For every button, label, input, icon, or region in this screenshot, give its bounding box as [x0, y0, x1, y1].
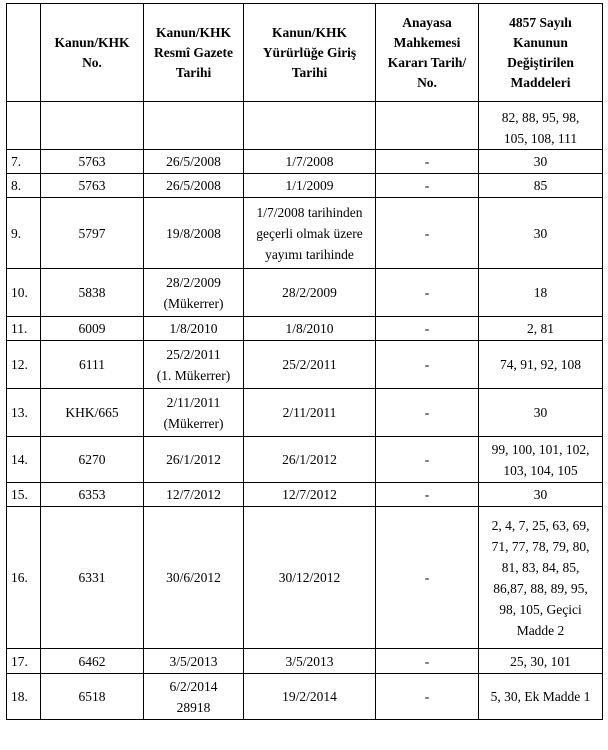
maddeler-cell: [479, 507, 603, 649]
cell-text: -: [424, 225, 430, 241]
yururluk-cell: [244, 317, 376, 341]
yururluk-cell: [244, 102, 376, 150]
cell-text: 74, 91, 92, 108: [500, 357, 581, 372]
cell-text: 18.: [11, 689, 28, 704]
resmi-gazete-cell: [144, 649, 244, 674]
anayasa-cell: [376, 507, 479, 649]
cell-text: 26/5/2008: [166, 154, 221, 169]
cell-text: (Mükerrer): [163, 295, 224, 311]
yururluk-cell: [244, 649, 376, 674]
kanun-no-cell: [41, 389, 144, 437]
cell-text: 5838: [78, 285, 106, 300]
row-number-cell: [7, 437, 41, 483]
maddeler-cell: [479, 483, 603, 507]
anayasa-cell: [376, 269, 479, 317]
maddeler-cell: [479, 341, 603, 389]
row-number-cell: [7, 483, 41, 507]
resmi-gazete-cell: [144, 102, 244, 150]
cell-text: 26/1/2012: [166, 452, 221, 467]
cell-text: -: [424, 653, 430, 669]
row-number-cell: [7, 174, 41, 198]
cell-text: (Mükerrer): [163, 415, 224, 431]
anayasa-cell: [376, 174, 479, 198]
cell-text: 6/2/2014: [169, 678, 218, 694]
cell-text: 1/7/2008 tarihinden: [256, 204, 363, 220]
cell-text: 11.: [11, 321, 28, 336]
maddeler-cell: [479, 674, 603, 720]
resmi-gazete-cell: [144, 317, 244, 341]
kanun-no-cell: [41, 507, 144, 649]
kanun-no-cell: [41, 483, 144, 507]
cell-text: 86,87, 88, 89, 95,: [493, 580, 588, 596]
cell-text: 85: [533, 178, 548, 193]
table-row: [7, 150, 603, 174]
anayasa-cell: [376, 649, 479, 674]
resmi-gazete-cell: [144, 674, 244, 720]
cell-text: -: [424, 154, 430, 169]
table-row: [7, 102, 603, 150]
header-line: Kararı Tarih/: [387, 54, 467, 70]
row-number-cell: [7, 507, 41, 649]
cell-text: 1/1/2009: [285, 178, 334, 193]
cell-text: -: [424, 321, 430, 336]
cell-text: 17.: [11, 653, 28, 669]
cell-text: 8.: [11, 178, 22, 193]
cell-text: -: [424, 452, 430, 467]
resmi-gazete-cell: [144, 483, 244, 507]
header-line: No.: [417, 74, 437, 90]
cell-text: 6462: [78, 653, 106, 669]
header-kanun-no: [41, 4, 144, 102]
cell-text: 103, 104, 105: [503, 462, 578, 478]
cell-text: 12/7/2012: [282, 487, 337, 502]
row-number-cell: [7, 341, 41, 389]
header-line: No.: [82, 54, 102, 70]
cell-text: 7.: [11, 154, 22, 169]
yururluk-cell: [244, 198, 376, 269]
kanun-no-cell: [41, 341, 144, 389]
table-row: [7, 437, 603, 483]
table-row: [7, 389, 603, 437]
anayasa-cell: [376, 150, 479, 174]
cell-text: 6270: [78, 452, 106, 467]
maddeler-cell: [479, 437, 603, 483]
cell-text: 3/5/2013: [169, 653, 218, 669]
cell-text: 1/7/2008: [285, 154, 334, 169]
anayasa-cell: [376, 102, 479, 150]
resmi-gazete-cell: [144, 174, 244, 198]
resmi-gazete-cell: [144, 437, 244, 483]
cell-text: 6353: [78, 487, 106, 502]
yururluk-cell: [244, 483, 376, 507]
row-number-cell: [7, 150, 41, 174]
row-number-cell: [7, 102, 41, 150]
resmi-gazete-cell: [144, 269, 244, 317]
table-row: [7, 674, 603, 720]
cell-text: 12/7/2012: [166, 487, 221, 502]
cell-text: 30: [533, 154, 548, 169]
cell-text: 16.: [11, 570, 28, 585]
table-row: [7, 507, 603, 649]
cell-text: -: [424, 487, 430, 502]
cell-text: 28918: [176, 699, 211, 715]
table-body: [7, 102, 603, 720]
cell-text: 25/2/2011: [166, 346, 221, 362]
kanun-no-cell: [41, 102, 144, 150]
header-number: [7, 4, 41, 102]
maddeler-cell: [479, 150, 603, 174]
header-line: Değiştirilen: [507, 54, 574, 70]
header-line: Kanun/KHK: [271, 24, 348, 40]
table-row: [7, 649, 603, 674]
maddeler-cell: [479, 389, 603, 437]
resmi-gazete-cell: [144, 389, 244, 437]
kanun-no-cell: [41, 674, 144, 720]
anayasa-cell: [376, 341, 479, 389]
cell-text: 30/6/2012: [166, 570, 221, 585]
table-row: [7, 269, 603, 317]
cell-text: 30: [533, 405, 548, 420]
anayasa-cell: [376, 198, 479, 269]
anayasa-cell: [376, 674, 479, 720]
cell-text: 10.: [11, 285, 28, 300]
yururluk-cell: [244, 341, 376, 389]
maddeler-cell: [479, 198, 603, 269]
header-row: [7, 4, 603, 102]
cell-text: 6009: [78, 321, 106, 336]
row-number-cell: [7, 674, 41, 720]
resmi-gazete-cell: [144, 198, 244, 269]
cell-text: 13.: [11, 405, 28, 420]
cell-text: 15.: [11, 487, 28, 502]
cell-text: 19/8/2008: [166, 225, 221, 241]
maddeler-cell: [479, 102, 603, 150]
kanun-no-cell: [41, 269, 144, 317]
kanun-no-cell: [41, 317, 144, 341]
cell-text: 6518: [78, 689, 106, 704]
cell-text: 105, 108, 111: [503, 131, 578, 146]
table-row: [7, 317, 603, 341]
cell-text: 2/11/2011: [282, 405, 337, 420]
row-number-cell: [7, 317, 41, 341]
cell-text: 6111: [79, 357, 105, 372]
cell-text: 25, 30, 101: [510, 653, 571, 669]
row-number-cell: [7, 269, 41, 317]
cell-text: 2, 81: [527, 321, 554, 336]
cell-text: 71, 77, 78, 79, 80,: [491, 538, 590, 554]
row-number-cell: [7, 649, 41, 674]
kanun-no-cell: [41, 198, 144, 269]
cell-text: -: [424, 405, 430, 420]
yururluk-cell: [244, 389, 376, 437]
cell-text: 3/5/2013: [285, 653, 334, 669]
cell-text: KHK/665: [65, 405, 119, 420]
cell-text: Madde 2: [516, 622, 565, 638]
cell-text: 5797: [78, 225, 106, 241]
cell-text: 19/2/2014: [282, 689, 337, 704]
yururluk-cell: [244, 269, 376, 317]
row-number-cell: [7, 198, 41, 269]
cell-text: 18: [533, 285, 548, 300]
table-row: [7, 483, 603, 507]
yururluk-cell: [244, 437, 376, 483]
cell-text: 9.: [11, 225, 22, 241]
amendments-table: [6, 3, 603, 720]
resmi-gazete-cell: [144, 507, 244, 649]
cell-text: geçerli olmak üzere: [256, 225, 363, 241]
yururluk-cell: [244, 150, 376, 174]
maddeler-cell: [479, 174, 603, 198]
cell-text: 81, 83, 84, 85,: [501, 559, 580, 575]
header-line: Mahkemesi: [393, 34, 461, 50]
resmi-gazete-cell: [144, 150, 244, 174]
maddeler-cell: [479, 649, 603, 674]
cell-text: 1/8/2010: [285, 321, 334, 336]
cell-text: 1/8/2010: [169, 321, 218, 336]
row-number-cell: [7, 389, 41, 437]
header-line: Anayasa: [402, 14, 452, 30]
maddeler-cell: [479, 317, 603, 341]
kanun-no-cell: [41, 649, 144, 674]
cell-text: (1. Mükerrer): [156, 367, 231, 383]
cell-text: -: [424, 178, 430, 193]
cell-text: 5, 30, Ek Madde 1: [490, 689, 591, 704]
cell-text: 6331: [78, 570, 106, 585]
kanun-no-cell: [41, 150, 144, 174]
cell-text: 5763: [78, 178, 106, 193]
header-anayasa-mahkemesi: [376, 4, 479, 102]
cell-text: 30/12/2012: [278, 570, 341, 585]
header-yururluk-tarihi: [244, 4, 376, 102]
yururluk-cell: [244, 674, 376, 720]
cell-text: 2, 4, 7, 25, 63, 69,: [491, 517, 590, 533]
cell-text: 14.: [11, 452, 28, 467]
header-line: Yürürlüğe Giriş: [262, 44, 357, 60]
kanun-no-cell: [41, 174, 144, 198]
header-degistirilen-maddeler: [479, 4, 603, 102]
cell-text: 99, 100, 101, 102,: [491, 441, 590, 457]
table-row: [7, 341, 603, 389]
header-line: Maddeleri: [510, 74, 571, 90]
cell-text: 26/1/2012: [282, 452, 337, 467]
kanun-no-cell: [41, 437, 144, 483]
anayasa-cell: [376, 389, 479, 437]
header-resmi-gazete-tarihi: [144, 4, 244, 102]
anayasa-cell: [376, 483, 479, 507]
cell-text: 30: [533, 225, 548, 241]
anayasa-cell: [376, 317, 479, 341]
header-line: Kanun/KHK: [155, 24, 232, 40]
table-row: [7, 198, 603, 269]
cell-text: 98, 105, Geçici: [499, 601, 582, 617]
cell-text: 30: [533, 487, 548, 502]
yururluk-cell: [244, 507, 376, 649]
cell-text: -: [424, 285, 430, 300]
resmi-gazete-cell: [144, 341, 244, 389]
cell-text: yayımı tarihinde: [265, 246, 354, 262]
cell-text: 82, 88, 95, 98,: [501, 110, 580, 125]
cell-text: -: [424, 689, 430, 704]
header-line: Resmî Gazete: [153, 44, 234, 60]
cell-text: 26/5/2008: [166, 178, 221, 193]
header-line: Kanun/KHK: [54, 34, 130, 50]
cell-text: 2/11/2011: [166, 394, 221, 410]
header-line: Tarihi: [175, 64, 212, 80]
cell-text: -: [424, 570, 430, 585]
cell-text: 5763: [78, 154, 106, 169]
maddeler-cell: [479, 269, 603, 317]
cell-text: -: [424, 357, 430, 372]
header-line: Tarihi: [291, 64, 328, 80]
cell-text: 28/2/2009: [166, 274, 221, 290]
cell-text: 12.: [11, 357, 28, 372]
yururluk-cell: [244, 174, 376, 198]
cell-text: 28/2/2009: [282, 285, 337, 300]
header-line: 4857 Sayılı: [509, 14, 572, 30]
table-row: [7, 174, 603, 198]
cell-text: 25/2/2011: [282, 357, 337, 372]
anayasa-cell: [376, 437, 479, 483]
header-line: Kanunun: [513, 34, 568, 50]
